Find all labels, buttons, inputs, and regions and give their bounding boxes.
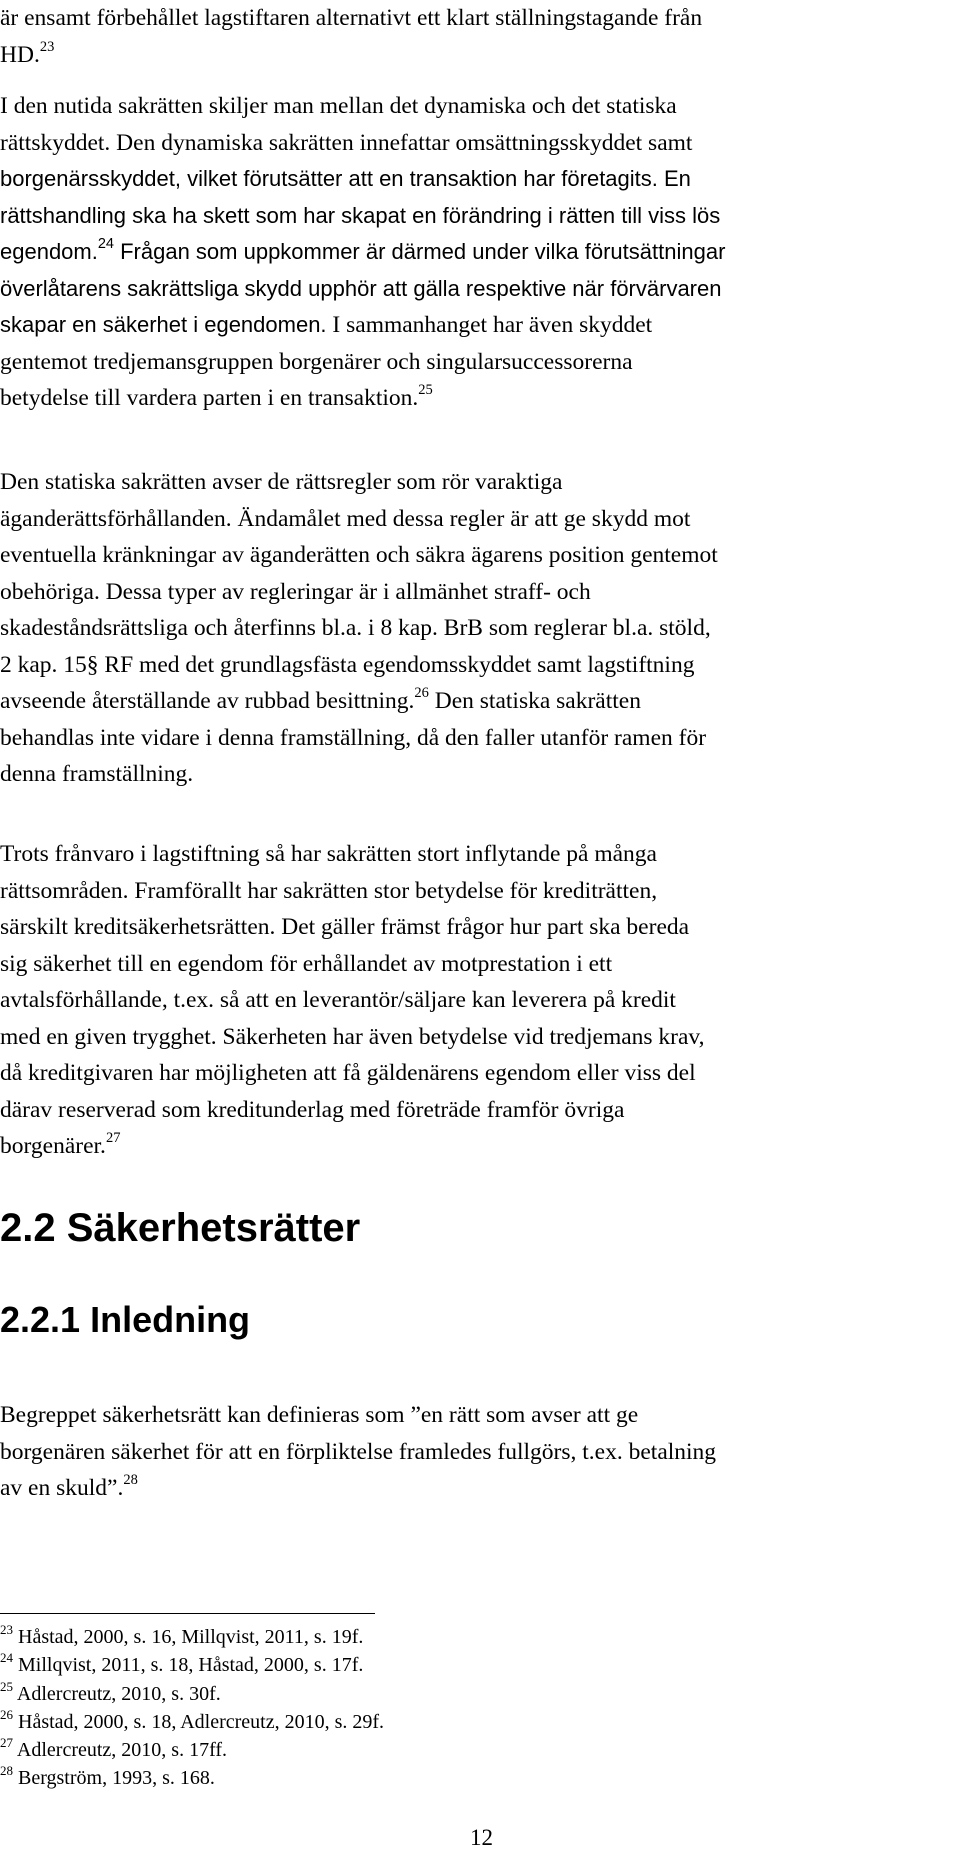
footnote-ref-28: 28 [123,1472,138,1488]
footnote-ref-25: 25 [418,382,433,398]
text-line: överlåtarens sakrättsliga skydd upphör att gälla respektive när förvärvaren [0,275,722,301]
footnote-text: Håstad, 2000, s. 18, Adlercreutz, 2010, s. 29f. [18,1710,385,1733]
text-line: sig säkerhet till en egendom för erhållandet av motprestation i ett [0,950,613,977]
footnote [0,1764,384,1792]
text-span: skapar en säkerhet i egendomen. [0,312,327,337]
text-line: särskilt kreditsäkerhetsrätten. Det gäller främst frågor hur part ska bereda [0,914,690,940]
text-span: avseende återställande av rubbad besittning. [0,688,415,714]
text-line [0,234,957,271]
text-line: är ensamt förbehållet lagstiftaren alternativt ett klart ställningstagande från [0,5,703,31]
text-line [0,307,957,344]
text-line: Den statiska sakrätten avser de rättsregler som rör varaktiga [0,469,563,495]
text-line: eventuella kränkningar av äganderätten och säkra ägarens position gentemot [0,542,718,568]
footnote [0,1708,384,1736]
intro-paragraph [0,0,957,73]
text-line: I den nutida sakrätten skiljer man mellan det dynamiska och det statiska [0,93,677,119]
footnote-text: Bergström, 1993, s. 168. [18,1767,215,1790]
text-span: HD. [0,41,40,68]
text-line: med en given trygghet. Säkerheten har även betydelse vid tredjemans krav, [0,1023,705,1050]
footnote-number: 24 [0,1650,13,1666]
text-line: borgenären säkerhet för att en förpliktelse framledes fullgörs, t.ex. betalning [0,1438,717,1465]
section-heading: 2.2 Säkerhetsrätter [0,1206,361,1250]
footnote-separator [0,1613,375,1614]
footnote [0,1623,384,1651]
text-span: betydelse till vardera parten i en transaktion. [0,385,419,411]
static-paragraph [0,464,957,793]
text-line: då kreditgivaren har möjligheten att få gäldenärens egendom eller viss del [0,1060,696,1086]
text-line: gentemot tredjemansgruppen borgenärer och singularsuccessorerna [0,348,633,375]
footnote-number: 27 [0,1735,13,1751]
text-line [0,1470,957,1507]
text-line [0,1128,957,1165]
footnote-number: 28 [0,1763,13,1779]
dynamic-paragraph [0,88,957,417]
footnote-text: Adlercreutz, 2010, s. 30f. [16,1682,221,1705]
subsection-heading: 2.2.1 Inledning [0,1299,251,1340]
footnote [0,1651,384,1679]
text-line: rättshandling ska ha skett som har skapat en förändring i rätten till viss lös [0,202,721,228]
text-line: Begreppet säkerhetsrätt kan definieras som ”en rätt som avser att ge [0,1402,639,1428]
footnote-ref-23: 23 [39,38,55,55]
footnote-text: Håstad, 2000, s. 16, Millqvist, 2011, s. 19f. [18,1626,364,1648]
footnote-ref-24: 24 [97,236,114,252]
text-line: därav reserverad som kreditunderlag med företräde framför övriga [0,1096,625,1123]
text-line: Trots frånvaro i lagstiftning så har sakrätten stort inflytande på många [0,841,657,867]
footnote [0,1680,384,1708]
footnote-ref-27: 27 [105,1130,121,1146]
footnote-number: 26 [0,1706,13,1722]
text-line: avtalsförhållande, t.ex. så att en leverantör/säljare kan leverera på kredit [0,987,676,1013]
footnote [0,1736,384,1764]
text-line: denna framställning. [0,761,194,787]
page-number: 12 [470,1825,493,1850]
footnotes [0,1623,384,1793]
influence-paragraph [0,836,957,1165]
footnote-text: Millqvist, 2011, s. 18, Håstad, 2000, s. 17f. [18,1654,364,1677]
text-line [0,37,957,74]
footnote-ref-26: 26 [414,685,429,701]
text-span: egendom. [0,239,98,264]
text-line: rättskyddet. Den dynamiska sakrätten innefattar omsättningsskyddet samt [0,129,693,156]
footnote-number: 23 [0,1622,13,1637]
text-line: äganderättsförhållanden. Ändamålet med dessa regler är att ge skydd mot [0,505,691,532]
definition-paragraph [0,1397,957,1507]
text-line: obehöriga. Dessa typer av regleringar är i allmänhet straff- och [0,578,591,605]
text-line: rättsområden. Framförallt har sakrätten stor betydelse för krediträtten, [0,877,658,904]
text-line: skadeståndsrättsliga och återfinns bl.a. i 8 kap. BrB som reglerar bl.a. stöld, [0,615,711,641]
text-span: Den statiska sakrätten [428,688,641,714]
footnote-number: 25 [0,1678,13,1694]
text-span: av en skuld”. [0,1475,124,1501]
text-line [0,380,957,417]
text-span: borgenärer. [0,1133,106,1159]
text-span: Frågan som uppkommer är därmed under vilka förutsättningar [114,239,726,264]
text-span: I sammanhanget har även skyddet [326,312,653,338]
footnote-text: Adlercreutz, 2010, s. 17ff. [16,1739,228,1762]
text-line: behandlas inte vidare i denna framställning, då den faller utanför ramen för [0,724,707,751]
text-line: borgenärsskyddet, vilket förutsätter att en transaktion har företagits. En [0,166,691,191]
text-line [0,683,957,720]
text-line: 2 kap. 15§ RF med det grundlagsfästa egendomsskyddet samt lagstiftning [0,651,695,678]
